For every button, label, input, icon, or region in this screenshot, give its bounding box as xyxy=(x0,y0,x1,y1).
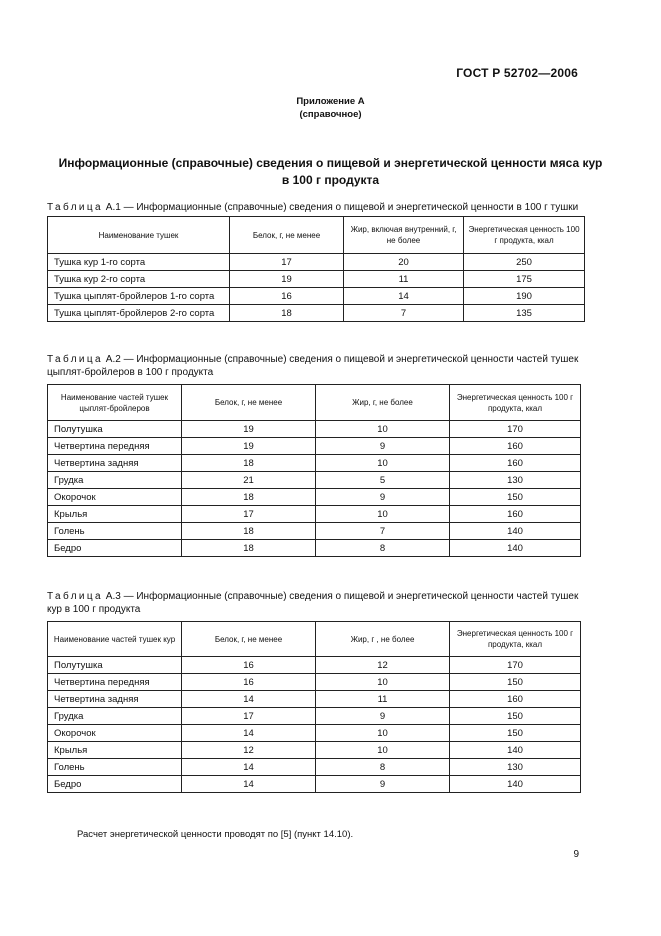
table3-caption-label: Таблица xyxy=(47,591,104,602)
table2-header-cell: Белок, г, не менее xyxy=(182,385,316,421)
table-cell: 10 xyxy=(316,506,450,523)
table3-caption xyxy=(47,590,587,616)
table3-header-cell: Жир, г , не более xyxy=(316,622,450,657)
table1-caption-text: А.1 — Информационные (справочные) сведения о пищевой и энергетической ценности в 100 г тушки xyxy=(103,202,579,213)
table-cell: 170 xyxy=(450,657,581,674)
table-cell: 160 xyxy=(450,691,581,708)
table-cell: Четвертина задняя xyxy=(48,691,182,708)
table-cell: 18 xyxy=(182,455,316,472)
table-cell: Голень xyxy=(48,523,182,540)
table-cell: 170 xyxy=(450,421,581,438)
table-cell: Тушка цыплят-бройлеров 2-го сорта xyxy=(48,305,230,322)
table-cell: Грудка xyxy=(48,708,182,725)
table2-caption xyxy=(47,353,587,379)
table-cell: 130 xyxy=(450,472,581,489)
table-row xyxy=(48,759,581,776)
table-cell: 10 xyxy=(316,725,450,742)
table-row xyxy=(48,438,581,455)
appendix-title: Приложение А xyxy=(296,96,365,107)
table-cell: Окорочок xyxy=(48,489,182,506)
table-row xyxy=(48,254,585,271)
table1 xyxy=(47,216,585,322)
table-cell: Бедро xyxy=(48,776,182,793)
table-cell: Крылья xyxy=(48,742,182,759)
table-cell: 150 xyxy=(450,708,581,725)
table-cell: 140 xyxy=(450,540,581,557)
table1-caption xyxy=(47,201,587,214)
table3-caption-text: А.3 — Информационные (справочные) сведения о пищевой и энергетической ценности частей тушек кур в 100 г продукта xyxy=(47,591,579,615)
table-cell: 16 xyxy=(182,674,316,691)
table-cell: 140 xyxy=(450,776,581,793)
table-row xyxy=(48,674,581,691)
table-row xyxy=(48,489,581,506)
table-cell: 19 xyxy=(182,438,316,455)
table-cell: Четвертина передняя xyxy=(48,438,182,455)
table-cell: 10 xyxy=(316,674,450,691)
table-cell: 20 xyxy=(344,254,464,271)
table-cell: 10 xyxy=(316,455,450,472)
table3 xyxy=(47,621,581,793)
table-cell: 14 xyxy=(344,288,464,305)
table-cell: 18 xyxy=(182,540,316,557)
table-cell: Полутушка xyxy=(48,421,182,438)
table-cell: Тушка цыплят-бройлеров 1-го сорта xyxy=(48,288,230,305)
table1-header-row xyxy=(48,217,585,254)
table1-header-cell: Жир, включая внутренний, г, не более xyxy=(344,217,464,254)
table-cell: Четвертина передняя xyxy=(48,674,182,691)
table-cell: 18 xyxy=(182,489,316,506)
table2-caption-text: А.2 — Информационные (справочные) сведения о пищевой и энергетической ценности частей тушек цыплят-бройлеров в 100 г продукта xyxy=(47,354,579,378)
table-cell: 19 xyxy=(182,421,316,438)
footnote: Расчет энергетической ценности проводят по [5] (пункт 14.10). xyxy=(77,829,354,840)
table-cell: 140 xyxy=(450,742,581,759)
table-row xyxy=(48,540,581,557)
section-heading-line1: Информационные (справочные) сведения о пищевой и энергетической ценности мяса кур xyxy=(58,156,603,170)
table-cell: 150 xyxy=(450,489,581,506)
table2-header-row xyxy=(48,385,581,421)
table-cell: 160 xyxy=(450,455,581,472)
table-row xyxy=(48,742,581,759)
table-cell: 140 xyxy=(450,523,581,540)
table-cell: 18 xyxy=(182,523,316,540)
document-id: ГОСТ Р 52702—2006 xyxy=(456,66,578,80)
table3-header-cell: Энергетическая ценность 100 г продукта, ккал xyxy=(450,622,581,657)
table-row xyxy=(48,657,581,674)
table-row xyxy=(48,288,585,305)
table-cell: 19 xyxy=(230,271,344,288)
table1-header-cell: Белок, г, не менее xyxy=(230,217,344,254)
table-cell: 8 xyxy=(316,759,450,776)
table-cell: 150 xyxy=(450,674,581,691)
table-cell: 10 xyxy=(316,421,450,438)
table-cell: 14 xyxy=(182,725,316,742)
table-cell: 250 xyxy=(464,254,585,271)
table-cell: 14 xyxy=(182,691,316,708)
table2-header-cell: Энергетическая ценность 100 г продукта, ккал xyxy=(450,385,581,421)
table-row xyxy=(48,472,581,489)
table-cell: 9 xyxy=(316,708,450,725)
table-cell: 12 xyxy=(316,657,450,674)
table3-header-cell: Белок, г, не менее xyxy=(182,622,316,657)
table-cell: 190 xyxy=(464,288,585,305)
table-cell: Полутушка xyxy=(48,657,182,674)
table3-header-cell: Наименование частей тушек кур xyxy=(48,622,182,657)
table-cell: 16 xyxy=(230,288,344,305)
table-cell: 7 xyxy=(316,523,450,540)
appendix-kind: (справочное) xyxy=(299,109,362,120)
table-cell: 21 xyxy=(182,472,316,489)
table-cell: Бедро xyxy=(48,540,182,557)
table-row xyxy=(48,725,581,742)
table-cell: 17 xyxy=(230,254,344,271)
table-row xyxy=(48,271,585,288)
table-row xyxy=(48,421,581,438)
table-cell: 9 xyxy=(316,489,450,506)
table-row xyxy=(48,305,585,322)
table-cell: Крылья xyxy=(48,506,182,523)
table-cell: Тушка кур 1-го сорта xyxy=(48,254,230,271)
table-cell: 5 xyxy=(316,472,450,489)
table1-header-cell: Наименование тушек xyxy=(48,217,230,254)
table-cell: 160 xyxy=(450,438,581,455)
table1-header-cell: Энергетическая ценность 100 г продукта, ккал xyxy=(464,217,585,254)
table-cell: 8 xyxy=(316,540,450,557)
table-cell: 16 xyxy=(182,657,316,674)
page-number: 9 xyxy=(573,849,579,860)
table2 xyxy=(47,384,581,557)
table2-header-cell: Жир, г, не более xyxy=(316,385,450,421)
table-cell: 130 xyxy=(450,759,581,776)
table-row xyxy=(48,523,581,540)
table-cell: 17 xyxy=(182,708,316,725)
table-cell: 11 xyxy=(316,691,450,708)
table-cell: Голень xyxy=(48,759,182,776)
table-cell: 14 xyxy=(182,776,316,793)
table-cell: Четвертина задняя xyxy=(48,455,182,472)
table-cell: 11 xyxy=(344,271,464,288)
table-cell: 175 xyxy=(464,271,585,288)
table2-caption-label: Таблица xyxy=(47,354,104,365)
table-cell: 150 xyxy=(450,725,581,742)
table-cell: 7 xyxy=(344,305,464,322)
table-cell: 18 xyxy=(230,305,344,322)
table-row xyxy=(48,506,581,523)
section-heading-line2: в 100 г продукта xyxy=(281,173,380,187)
table1-caption-label: Таблица xyxy=(47,202,104,213)
table-row xyxy=(48,776,581,793)
table-row xyxy=(48,691,581,708)
table-cell: 135 xyxy=(464,305,585,322)
table-cell: Окорочок xyxy=(48,725,182,742)
table-row xyxy=(48,708,581,725)
table-cell: 12 xyxy=(182,742,316,759)
table-cell: 10 xyxy=(316,742,450,759)
table-cell: Тушка кур 2-го сорта xyxy=(48,271,230,288)
table2-header-cell: Наименование частей тушек цыплят-бройлеров xyxy=(48,385,182,421)
table-cell: 14 xyxy=(182,759,316,776)
table-cell: 9 xyxy=(316,438,450,455)
table-cell: 160 xyxy=(450,506,581,523)
table-cell: 9 xyxy=(316,776,450,793)
table-row xyxy=(48,455,581,472)
table-cell: Грудка xyxy=(48,472,182,489)
table-cell: 17 xyxy=(182,506,316,523)
table3-header-row xyxy=(48,622,581,657)
